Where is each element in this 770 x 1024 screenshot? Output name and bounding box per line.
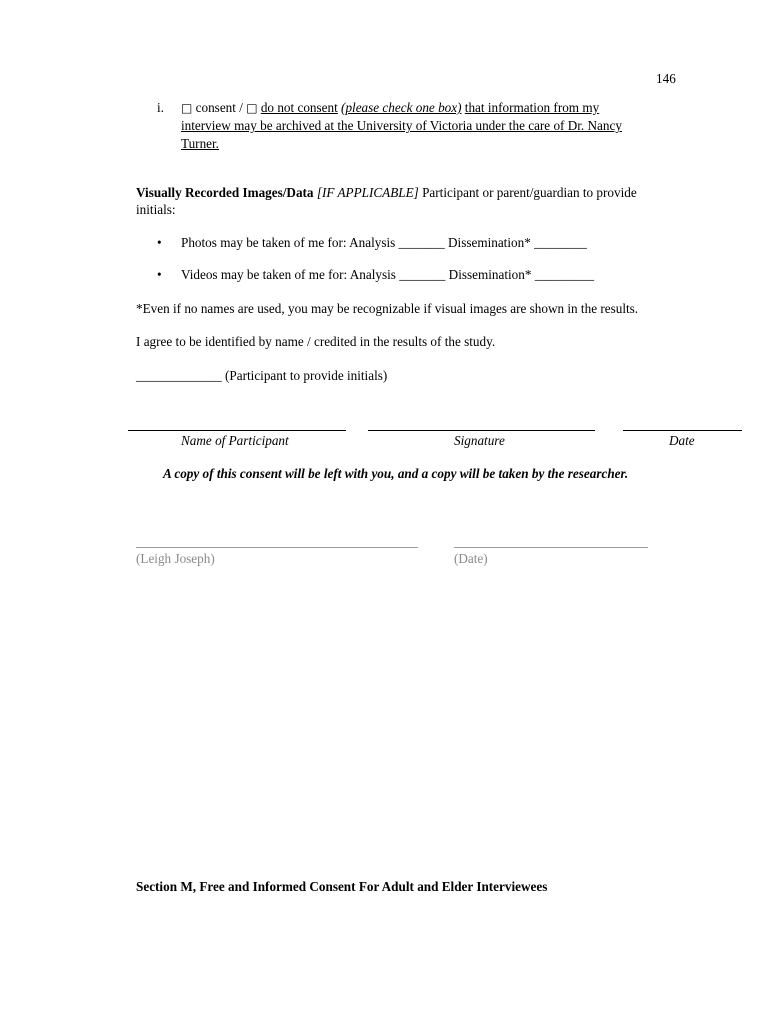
do-not-consent-checkbox[interactable]: □ [246, 101, 258, 115]
visual-section-instruction: Participant or parent/guardian to provide [422, 185, 637, 200]
participant-name-line[interactable] [128, 430, 346, 431]
recognizable-note: *Even if no names are used, you may be recognizable if visual images are shown in the results. [136, 301, 639, 316]
researcher-date-line[interactable] [454, 547, 648, 548]
bullet-icon: • [157, 267, 162, 282]
consent-checkbox[interactable]: □ [181, 101, 193, 115]
item-i-line1 [181, 99, 599, 117]
participant-signature-line[interactable] [368, 430, 595, 431]
visual-section-condition: [IF APPLICABLE] [316, 185, 419, 200]
initials-line: _____________ (Participant to provide initials) [136, 368, 388, 383]
signature-label: Signature [454, 433, 505, 448]
consent-label: consent / [195, 100, 243, 115]
researcher-name-line[interactable] [136, 547, 418, 548]
researcher-name-label: (Leigh Joseph) [136, 551, 215, 566]
photos-consent-line: Photos may be taken of me for: Analysis _______ Dissemination* ________ [181, 235, 587, 250]
researcher-date-label: (Date) [454, 551, 488, 566]
videos-consent-line: Videos may be taken of me for: Analysis _______ Dissemination* _________ [181, 267, 595, 282]
visual-section-heading: Visually Recorded Images/Data [136, 185, 314, 200]
name-of-participant-label: Name of Participant [181, 433, 289, 448]
item-marker: i. [157, 100, 164, 115]
visual-section-heading-line [136, 184, 637, 202]
page-number: 146 [656, 71, 676, 86]
agree-statement: I agree to be identified by name / credited in the results of the study. [136, 334, 496, 349]
item-i-line1-rest: that information from my [464, 100, 600, 115]
do-not-consent-label: do not consent [260, 100, 338, 115]
visual-section-instruction-cont: initials: [136, 202, 176, 217]
item-i-line2: interview may be archived at the University of Victoria under the care of Dr. Nancy [181, 118, 622, 133]
check-one-instruction: (please check one box) [341, 100, 462, 115]
bullet-icon: • [157, 235, 162, 250]
copy-statement: A copy of this consent will be left with you, and a copy will be taken by the researcher. [163, 466, 629, 481]
item-i-line3: Turner. [181, 136, 219, 151]
date-label: Date [669, 433, 695, 448]
section-m-heading: Section M, Free and Informed Consent For Adult and Elder Interviewees [136, 879, 548, 894]
participant-date-line[interactable] [623, 430, 742, 431]
